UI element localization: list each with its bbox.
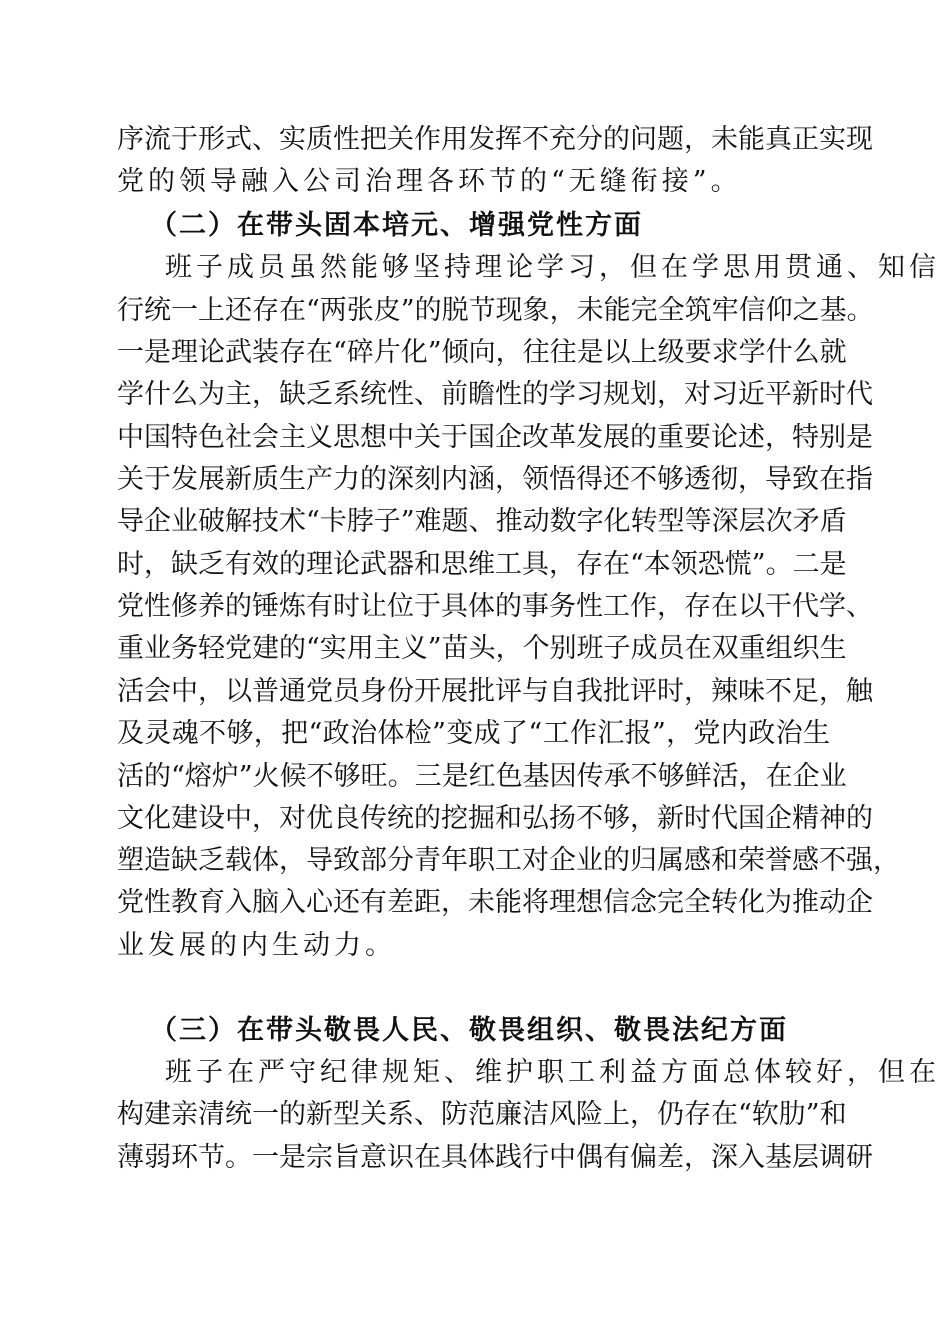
body-text-line: 构建亲清统一的新型关系、防范廉洁风险上，仍存在“软肋”和 <box>117 1099 847 1130</box>
body-text-line: 班子成员虽然能够坚持理论学习，但在学思用贯通、知信 <box>165 252 940 283</box>
body-text-line: 党的领导融入公司治理各环节的“无缝衔接”。 <box>117 166 742 197</box>
body-text-line: 中国特色社会主义思想中关于国企改革发展的重要论述，特别是 <box>117 422 873 453</box>
body-text-line: 班子在严守纪律规矩、维护职工利益方面总体较好，但在 <box>165 1057 940 1088</box>
body-text-line: 文化建设中，对优良传统的挖掘和弘扬不够，新时代国企精神的 <box>117 803 873 834</box>
body-text-line: 党性修养的锤炼有时让位于具体的事务性工作，存在以干代学、 <box>117 591 873 622</box>
body-text-line: 序流于形式、实质性把关作用发挥不充分的问题，未能真正实现 <box>117 124 873 155</box>
body-text-line: 时，缺乏有效的理论武器和思维工具，存在“本领恐慌”。二是 <box>117 549 847 580</box>
body-text-line: 活会中，以普通党员身份开展批评与自我批评时，辣味不足，触 <box>117 676 873 707</box>
body-text-line: 关于发展新质生产力的深刻内涵，领悟得还不够透彻，导致在指 <box>117 464 873 495</box>
body-text-line: 行统一上还存在“两张皮”的脱节现象，未能完全筑牢信仰之基。 <box>117 295 874 326</box>
body-text-line: 党性教育入脑入心还有差距，未能将理想信念完全转化为推动企 <box>117 887 873 918</box>
body-text-line: 学什么为主，缺乏系统性、前瞻性的学习规划，对习近平新时代 <box>117 379 873 410</box>
section-heading-2: （二）在带头固本培元、增强党性方面 <box>150 210 643 241</box>
body-text-line: 塑造缺乏载体，导致部分青年职工对企业的归属感和荣誉感不强， <box>117 845 900 876</box>
section-heading-3: （三）在带头敬畏人民、敬畏组织、敬畏法纪方面 <box>150 1015 788 1046</box>
body-text-line: 活的“熔炉”火候不够旺。三是红色基因传承不够鲜活，在企业 <box>117 761 847 792</box>
body-text-line: 导企业破解技术“卡脖子”难题、推动数字化转型等深层次矛盾 <box>117 506 847 537</box>
body-text-line: 一是理论武装存在“碎片化”倾向，往往是以上级要求学什么就 <box>117 337 847 368</box>
body-text-line: 薄弱环节。一是宗旨意识在具体践行中偶有偏差，深入基层调研 <box>117 1142 873 1173</box>
body-text-line: 业发展的内生动力。 <box>117 930 396 961</box>
body-text-line: 重业务轻党建的“实用主义”苗头，个别班子成员在双重组织生 <box>117 633 847 664</box>
body-text-line: 及灵魂不够，把“政治体检”变成了“工作汇报”，党内政治生 <box>117 718 830 749</box>
